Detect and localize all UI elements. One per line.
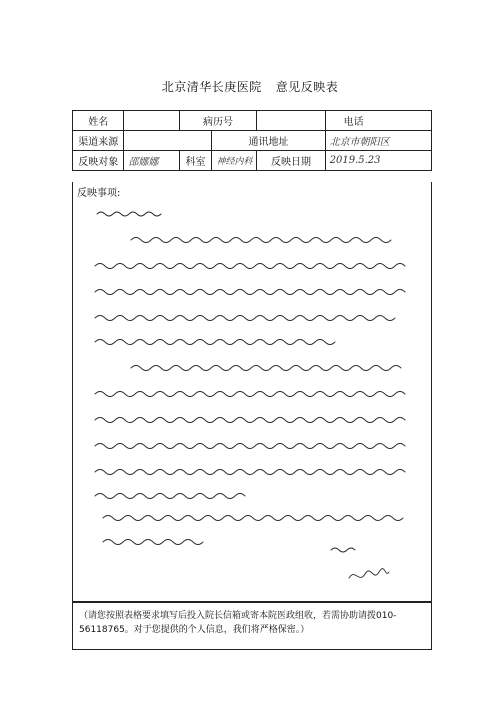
handwritten-line-3 <box>95 290 405 295</box>
row-name <box>73 111 432 131</box>
form-subtitle: 意见反映表 <box>275 80 339 94</box>
target-label: 反映对象 <box>73 151 124 171</box>
source-label: 渠道来源 <box>73 131 124 151</box>
handwritten-signature <box>349 569 389 578</box>
handwritten-line-9 <box>95 444 405 449</box>
handwritten-line-11 <box>95 494 245 499</box>
date-label: 反映日期 <box>257 151 325 171</box>
handwritten-line-8 <box>95 418 405 423</box>
row-source-address <box>73 131 432 151</box>
source-field[interactable] <box>124 131 212 151</box>
feedback-box[interactable] <box>72 182 432 602</box>
hospital-name: 北京清华长庚医院 <box>161 80 262 94</box>
page-title <box>0 78 500 95</box>
dept-label: 科室 <box>179 151 212 171</box>
date-field[interactable]: 2019.5.23 <box>325 151 431 171</box>
address-label: 通讯地址 <box>212 131 325 151</box>
handwritten-line-1 <box>131 238 391 243</box>
target-field[interactable]: 邵娜娜 <box>124 151 179 171</box>
phone-label: 电话 <box>343 117 364 128</box>
handwritten-line-6 <box>131 366 401 371</box>
phone-cell[interactable] <box>325 111 431 131</box>
handwritten-greeting <box>97 212 161 216</box>
record-label: 病历号 <box>179 111 257 131</box>
row-target-date <box>73 151 432 171</box>
name-label: 姓名 <box>73 111 124 131</box>
info-table <box>72 110 432 171</box>
feedback-label: 反映事项: <box>77 188 121 199</box>
dept-field[interactable]: 神经内科 <box>212 151 257 171</box>
handwritten-closing <box>331 548 355 552</box>
address-field[interactable]: 北京市朝阳区 <box>325 131 431 151</box>
handwritten-letter <box>73 182 431 602</box>
name-field[interactable] <box>124 111 179 131</box>
handwritten-line-12 <box>103 516 403 521</box>
footer-note: （请您按照表格要求填写后投入院长信箱或寄本院医政组收，若需协助请拨010-56118765。对于您提供的个人信息，我们将严格保密。） <box>72 602 432 650</box>
handwritten-line-5 <box>95 340 335 345</box>
handwritten-line-4 <box>95 316 395 321</box>
handwritten-line-10 <box>95 470 405 475</box>
handwritten-line-7 <box>95 392 405 397</box>
record-field[interactable] <box>257 111 325 131</box>
handwritten-line-2 <box>95 264 405 269</box>
handwritten-line-13 <box>103 540 203 545</box>
